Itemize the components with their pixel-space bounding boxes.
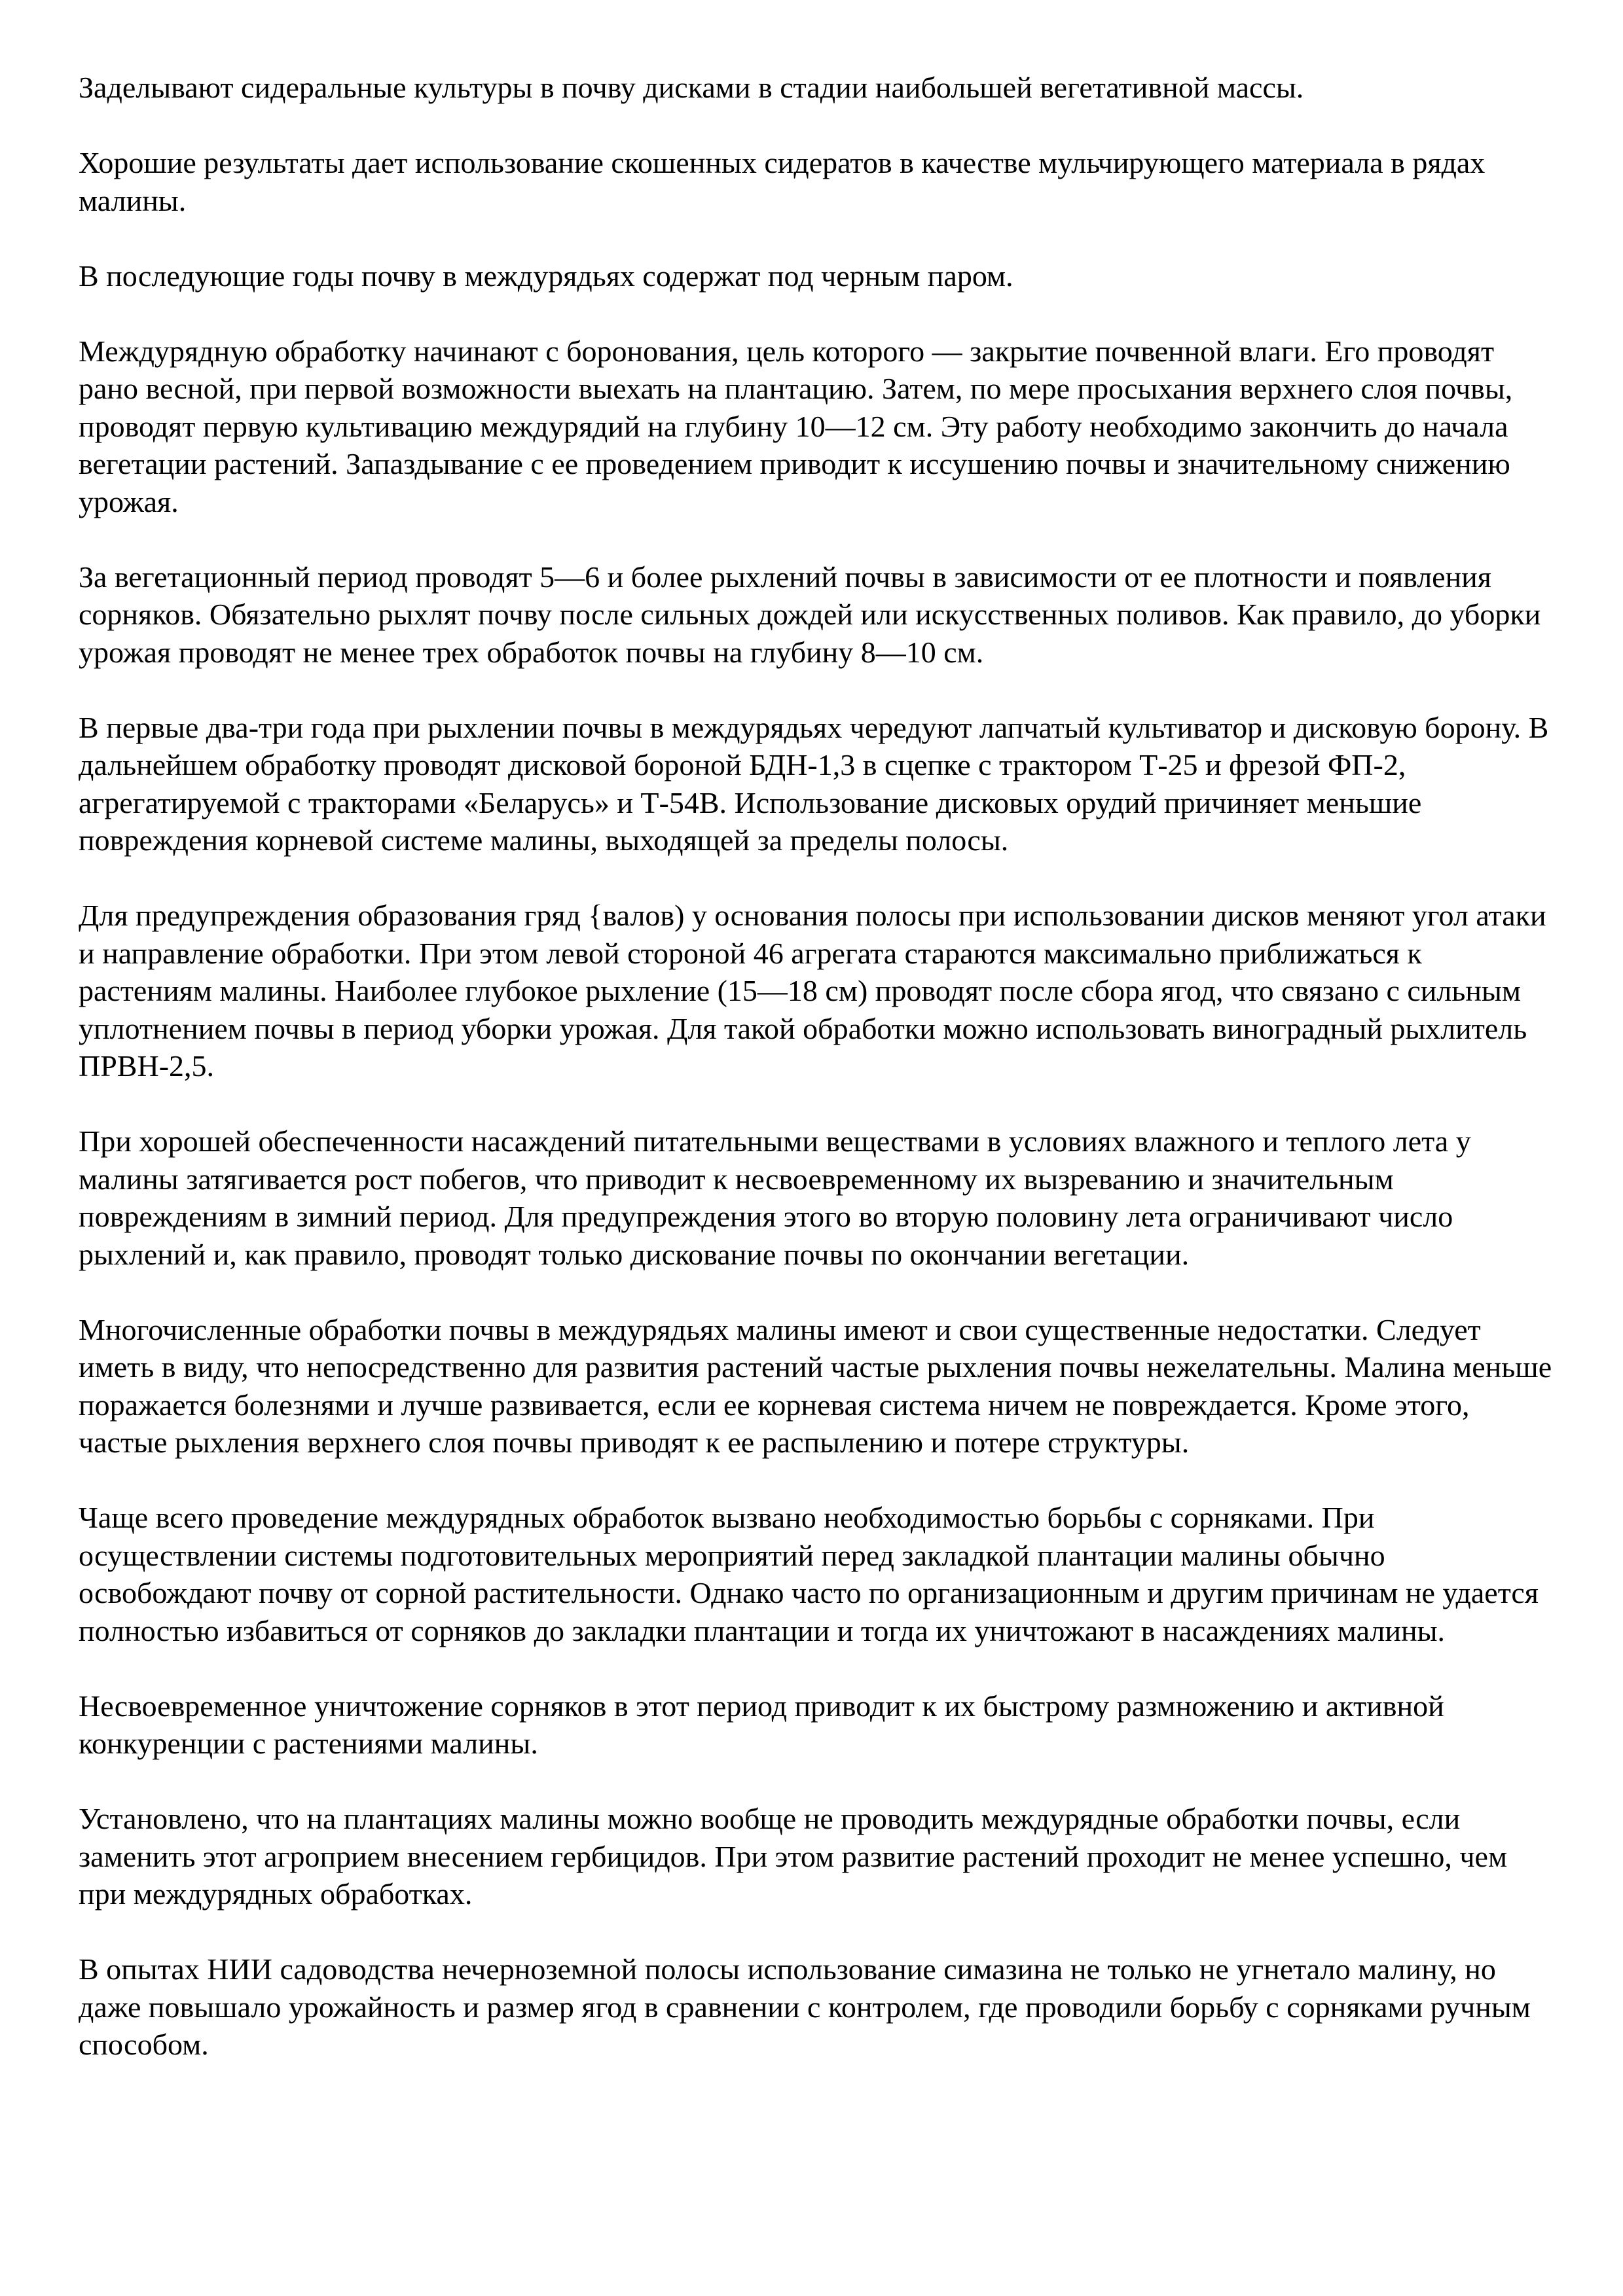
- paragraph: Хорошие результаты дает использование скошенных сидератов в качестве мульчирующего материала в рядах малины.: [79, 146, 1486, 217]
- paragraph: Чаще всего проведение междурядных обработок вызвано необходимостью борьбы с сорняками. При осуществлении системы подготовительных мероприятий перед закладкой плантации малины обычно освобождают почву от сорной растительности. Однако часто по организационным и другим причинам не удается полностью избавиться от сорняков до закладки плантации и тогда их уничтожают в насаждениях малины.: [79, 1501, 1539, 1647]
- document-page: [79, 69, 1558, 2064]
- paragraph: В последующие годы почву в междурядьях содержат под черным паром.: [79, 259, 1013, 293]
- paragraph: Несвоевременное уничтожение сорняков в этот период приводит к их быстрому размножению и активной конкуренции с растениями малины.: [79, 1689, 1444, 1760]
- paragraph: Заделывают сидеральные культуры в почву дисками в стадии наибольшей вегетативной массы.: [79, 71, 1304, 104]
- paragraph: В первые два-три года при рыхлении почвы в междурядьях чередуют лапчатый культиватор и дисковую борону. В дальнейшем обработку проводят дисковой бороной БДН-1,3 в сцепке с трактором Т-25 и фрезой ФП-2, агрегатируемой с тракторами «Беларусь» и Т-54В. Использование дисковых орудий причиняет меньшие повреждения корневой системе малины, выходящей за пределы полосы.: [79, 710, 1549, 857]
- paragraph: При хорошей обеспеченности насаждений питательными веществами в условиях влажного и теплого лета у малины затягивается рост побегов, что приводит к несвоевременному их вызреванию и значительным повреждениям в зимний период. Для предупреждения этого во вторую половину лета ограничивают число рыхлений и, как правило, проводят только дискование почвы по окончании вегетации.: [79, 1124, 1471, 1271]
- paragraph: Междурядную обработку начинают с боронования, цель которого — закрытие почвенной влаги. Его проводят рано весной, при первой возможности выехать на плантацию. Затем, по мере просыхания верхнего слоя почвы, проводят первую культивацию междурядий на глубину 10—12 см. Эту работу необходимо закончить до начала вегетации растений. Запаздывание с ее проведением приводит к иссушению почвы и значительному снижению урожая.: [79, 334, 1513, 518]
- paragraph: Многочисленные обработки почвы в междурядьях малины имеют и свои существенные недостатки. Следует иметь в виду, что непосредственно для развития растений частые рыхления почвы нежелательны. Малина меньше поражается болезнями и лучше развивается, если ее корневая система ничем не повреждается. Кроме этого, частые рыхления верхнего слоя почвы приводят к ее распылению и потере структуры.: [79, 1312, 1552, 1459]
- paragraph: В опытах НИИ садоводства нечерноземной полосы использование симазина не только не угнетало малину, но даже повышало урожайность и размер ягод в сравнении с контролем, где проводили борьбу с сорняками ручным способом.: [79, 1952, 1531, 2061]
- paragraph: Установлено, что на плантациях малины можно вообще не проводить междурядные обработки почвы, если заменить этот агроприем внесением гербицидов. При этом развитие растений проходит не менее успешно, чем при междурядных обработках.: [79, 1802, 1508, 1910]
- paragraph: Для предупреждения образования гряд {валов) у основания полосы при использовании дисков меняют угол атаки и направление обработки. При этом левой стороной 46 агрегата стараются максимально приближаться к растениям малины. Наиболее глубокое рыхление (15—18 см) проводят после сбора ягод, что связано с сильным уплотнением почвы в период уборки урожая. Для такой обработки можно использовать виноградный рыхлитель ПРВН-2,5.: [79, 899, 1546, 1083]
- paragraph: За вегетационный период проводят 5—6 и более рыхлений почвы в зависимости от ее плотности и появления сорняков. Обязательно рыхлят почву после сильных дождей или искусственных поливов. Как правило, до уборки урожая проводят не менее трех обработок почвы на глубину 8—10 см.: [79, 560, 1541, 669]
